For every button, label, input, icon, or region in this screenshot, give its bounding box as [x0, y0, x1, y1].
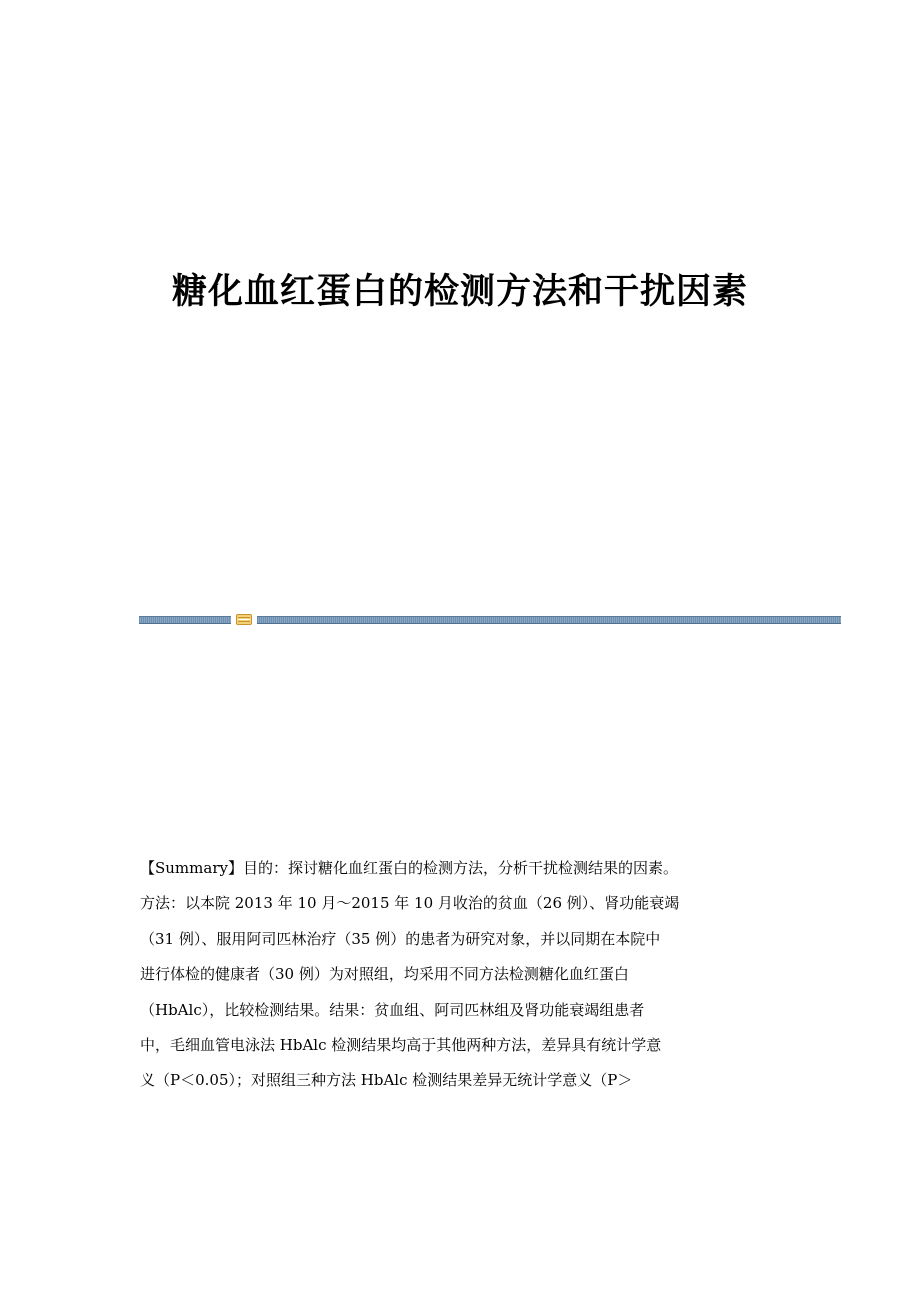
- document-title: 糖化血红蛋白的检测方法和干扰因素: [171, 272, 748, 312]
- divider-ornament-icon: [236, 614, 252, 625]
- abstract-line: 方法：以本院 2013 年 10 月～2015 年 10 月收治的贫血（26 例）、肾功能衰竭: [140, 894, 680, 913]
- divider-bar-right: [257, 616, 841, 624]
- abstract-paragraph: [140, 851, 790, 1099]
- abstract-line: 【Summary】目的：探讨糖化血红蛋白的检测方法，分析干扰检测结果的因素。: [140, 859, 678, 877]
- abstract-line: 中，毛细血管电泳法 HbAlc 检测结果均高于其他两种方法，差异具有统计学意: [140, 1035, 662, 1054]
- section-divider: [139, 612, 841, 626]
- abstract-line: （31 例）、服用阿司匹林治疗（35 例）的患者为研究对象，并以同期在本院中: [140, 929, 661, 948]
- divider-bar-left: [139, 616, 231, 624]
- abstract-line: （HbAlc），比较检测结果。结果：贫血组、阿司匹林组及肾功能衰竭组患者: [140, 1000, 645, 1019]
- abstract-line: 义（P＜0.05）；对照组三种方法 HbAlc 检测结果差异无统计学意义（P＞: [140, 1071, 633, 1090]
- abstract-line: 进行体检的健康者（30 例）为对照组，均采用不同方法检测糖化血红蛋白: [140, 965, 629, 984]
